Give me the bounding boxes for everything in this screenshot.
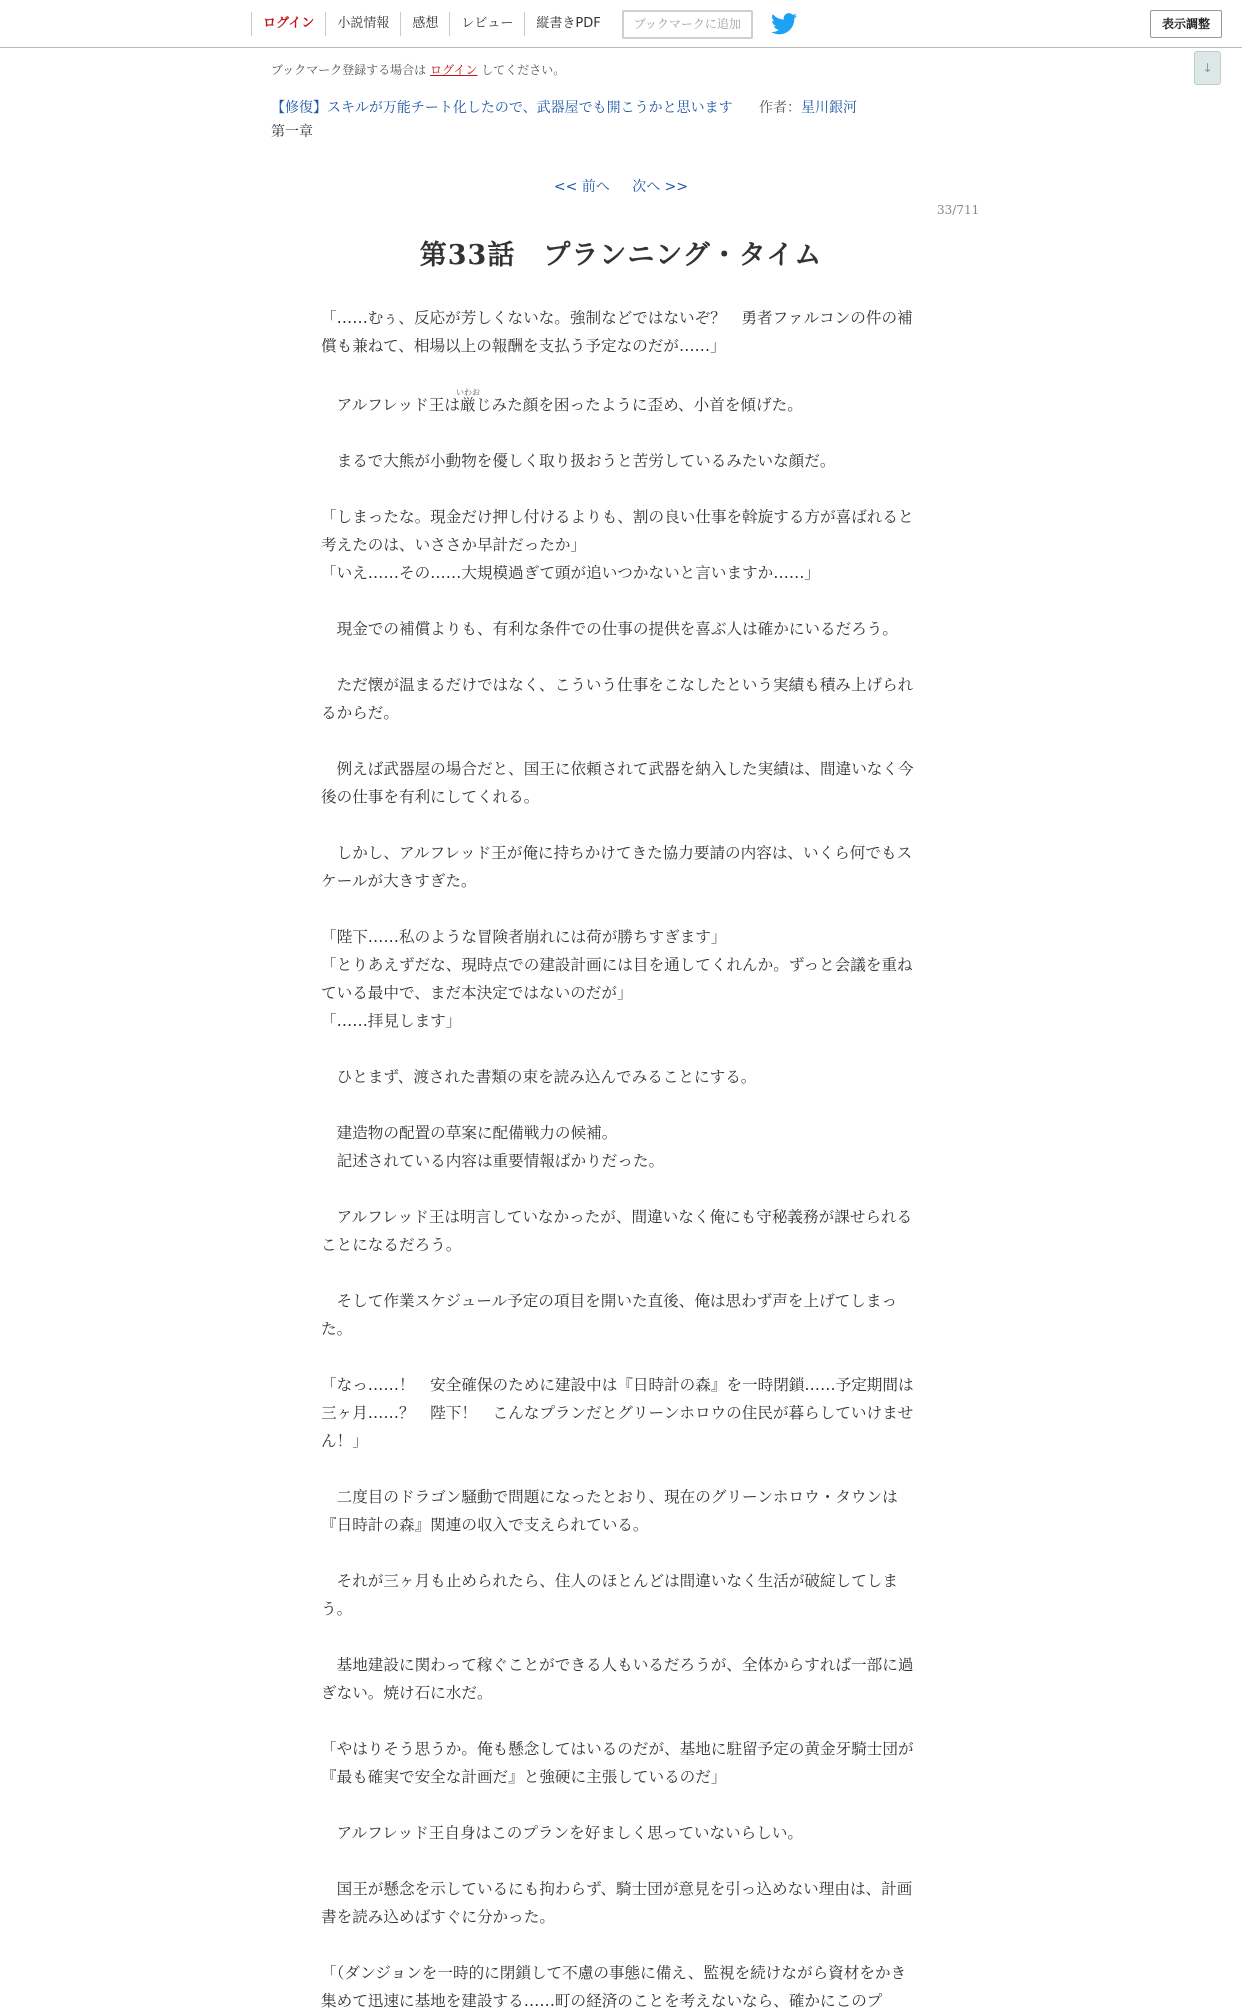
episode-title: 第33話 プランニング・タイム	[419, 240, 823, 271]
body-line	[321, 1455, 915, 1483]
ruby-word	[455, 388, 480, 414]
bookmark-note-after: してください。	[481, 63, 566, 77]
body-line: まるで大熊が小動物を優しく取り扱おうと苦労しているみたいな顔だ。	[321, 452, 836, 470]
body-line	[321, 895, 915, 923]
novel-title-link[interactable]: 【修復】スキルが万能チート化したので、武器屋でも開こうかと思います	[271, 100, 733, 116]
body-line: 記述されている内容は重要情報ばかりだった。	[321, 1152, 665, 1170]
arrow-down-icon: ↓	[1202, 61, 1213, 75]
body-line	[321, 388, 915, 419]
body-line: ただ懐が温まるだけではなく、こういう仕事をこなしたという実績も積み上げられるからだ。	[321, 676, 914, 722]
body-line: 「しまったな。現金だけ押し付けるよりも、割の良い仕事を斡旋する方が喜ばれると考えたのは、いささか早計だったか」	[321, 508, 914, 554]
bookmark-login-link[interactable]: ログイン	[430, 63, 478, 77]
body-line	[321, 360, 915, 388]
body-line	[321, 727, 915, 755]
body-line	[321, 1847, 915, 1875]
body-line: 現金での補償よりも、有利な条件での仕事の提供を喜ぶ人は確かにいるだろう。	[321, 620, 898, 638]
twitter-bird-icon[interactable]	[771, 13, 797, 35]
body-line	[321, 1707, 915, 1735]
ruby-reading: いわお	[455, 388, 480, 397]
body-line: 「（ダンジョンを一時的に閉鎖して不慮の事態に備え、監視を続けながら資材をかき集めて迅速に基地を建設する……町の経済のことを考えないなら、確かにこのプ	[321, 1964, 907, 2010]
ruby-line-after: じみた顔を困ったように歪め、小首を傾げた。	[475, 396, 803, 414]
body-line: 建造物の配置の草案に配備戦力の候補。	[321, 1124, 618, 1142]
display-settings-button[interactable]: 表示調整	[1150, 10, 1222, 38]
body-line: 「陛下……私のような冒険者崩れには荷が勝ちすぎます」	[321, 928, 727, 946]
body-line	[321, 1343, 915, 1371]
novel-body-text	[321, 304, 915, 2015]
nav-review[interactable]: レビュー	[449, 12, 524, 36]
body-line: ひとまず、渡された書類の束を読み込んでみることにする。	[321, 1068, 757, 1086]
body-line: アルフレッド王自身はこのプランを好ましく思っていないらしい。	[321, 1824, 804, 1842]
nav-novel-info[interactable]: 小説情報	[325, 12, 400, 36]
body-line: 「……拝見します」	[321, 1012, 462, 1030]
episode-pager	[0, 176, 1242, 196]
body-line	[321, 475, 915, 503]
body-line: 「やはりそう思うか。俺も懸念してはいるのだが、基地に駐留予定の黄金牙騎士団が『最も確実で安全な計画だ』と強硬に主張しているのだ」	[321, 1740, 914, 1786]
body-line	[321, 1623, 915, 1651]
nav-menu	[251, 0, 797, 48]
next-episode-link[interactable]: 次へ >>	[632, 179, 689, 195]
add-bookmark-button[interactable]: ブックマークに追加	[622, 10, 753, 39]
body-line: 「いえ……その……大規模過ぎて頭が追いつかないと言いますか……」	[321, 564, 821, 582]
body-line	[321, 1035, 915, 1063]
bookmark-note-before: ブックマーク登録する場合は	[271, 63, 427, 77]
body-line	[321, 1175, 915, 1203]
body-line	[321, 643, 915, 671]
body-line: 「なっ……！ 安全確保のために建設中は『日時計の森』を一時閉鎖……予定期間は三ヶ月……？ 陛下！ こんなプランだとグリーンホロウの住民が暮らしていけません！」	[321, 1376, 914, 1450]
body-line: アルフレッド王は明言していなかったが、間違いなく俺にも守秘義務が課せられることになるだろう。	[321, 1208, 913, 1254]
top-navigation-bar	[0, 0, 1242, 48]
episode-number: 33/711	[937, 203, 980, 217]
body-line	[321, 1091, 915, 1119]
body-line	[321, 419, 915, 447]
body-line: 例えば武器屋の場合だと、国王に依頼されて武器を納入した実績は、間違いなく今後の仕事を有利にしてくれる。	[321, 760, 914, 806]
body-line	[321, 811, 915, 839]
nav-login[interactable]: ログイン	[251, 12, 325, 36]
author-label: 作者：	[759, 100, 802, 116]
body-line: 「とりあえずだな、現時点での建設計画には目を通してくれんか。ずっと会議を重ねている最中で、まだ本決定ではないのだが」	[321, 956, 913, 1002]
body-line	[321, 1259, 915, 1287]
author-link[interactable]: 星川銀河	[801, 100, 858, 116]
scroll-down-button[interactable]	[1194, 51, 1221, 85]
body-line: そして作業スケジュール予定の項目を開いた直後、俺は思わず声を上げてしまった。	[321, 1292, 898, 1338]
ruby-line-before: アルフレッド王は	[321, 396, 460, 414]
body-line	[321, 587, 915, 615]
body-line: しかし、アルフレッド王が俺に持ちかけてきた協力要請の内容は、いくら何でもスケールが大きすぎた。	[321, 844, 913, 890]
body-line	[321, 1931, 915, 1959]
body-line: 二度目のドラゴン騒動で問題になったとおり、現在のグリーンホロウ・タウンは『日時計の森』関連の収入で支えられている。	[321, 1488, 898, 1534]
body-line: 国王が懸念を示しているにも拘わらず、騎士団が意見を引っ込めない理由は、計画書を読み込めばすぐに分かった。	[321, 1880, 913, 1926]
body-line	[321, 1791, 915, 1819]
body-line: それが三ヶ月も止められたら、住人のほとんどは間違いなく生活が破綻してしまう。	[321, 1572, 898, 1618]
ruby-base: 厳	[455, 396, 480, 414]
nav-vertical-pdf[interactable]: 縦書きPDF	[524, 12, 611, 36]
body-line: 基地建設に関わって稼ぐことができる人もいるだろうが、全体からすれば一部に過ぎない。焼け石に水だ。	[321, 1656, 914, 1702]
novel-header	[271, 97, 857, 117]
prev-episode-link[interactable]: << 前へ	[553, 179, 610, 195]
body-line: 「……むぅ、反応が芳しくないな。強制などではないぞ？ 勇者ファルコンの件の補償も兼ねて、相場以上の報酬を支払う予定なのだが……」	[321, 309, 913, 355]
chapter-title: 第一章	[271, 124, 313, 140]
bookmark-login-note	[271, 61, 565, 78]
body-line	[321, 1539, 915, 1567]
nav-impressions[interactable]: 感想	[400, 12, 449, 36]
